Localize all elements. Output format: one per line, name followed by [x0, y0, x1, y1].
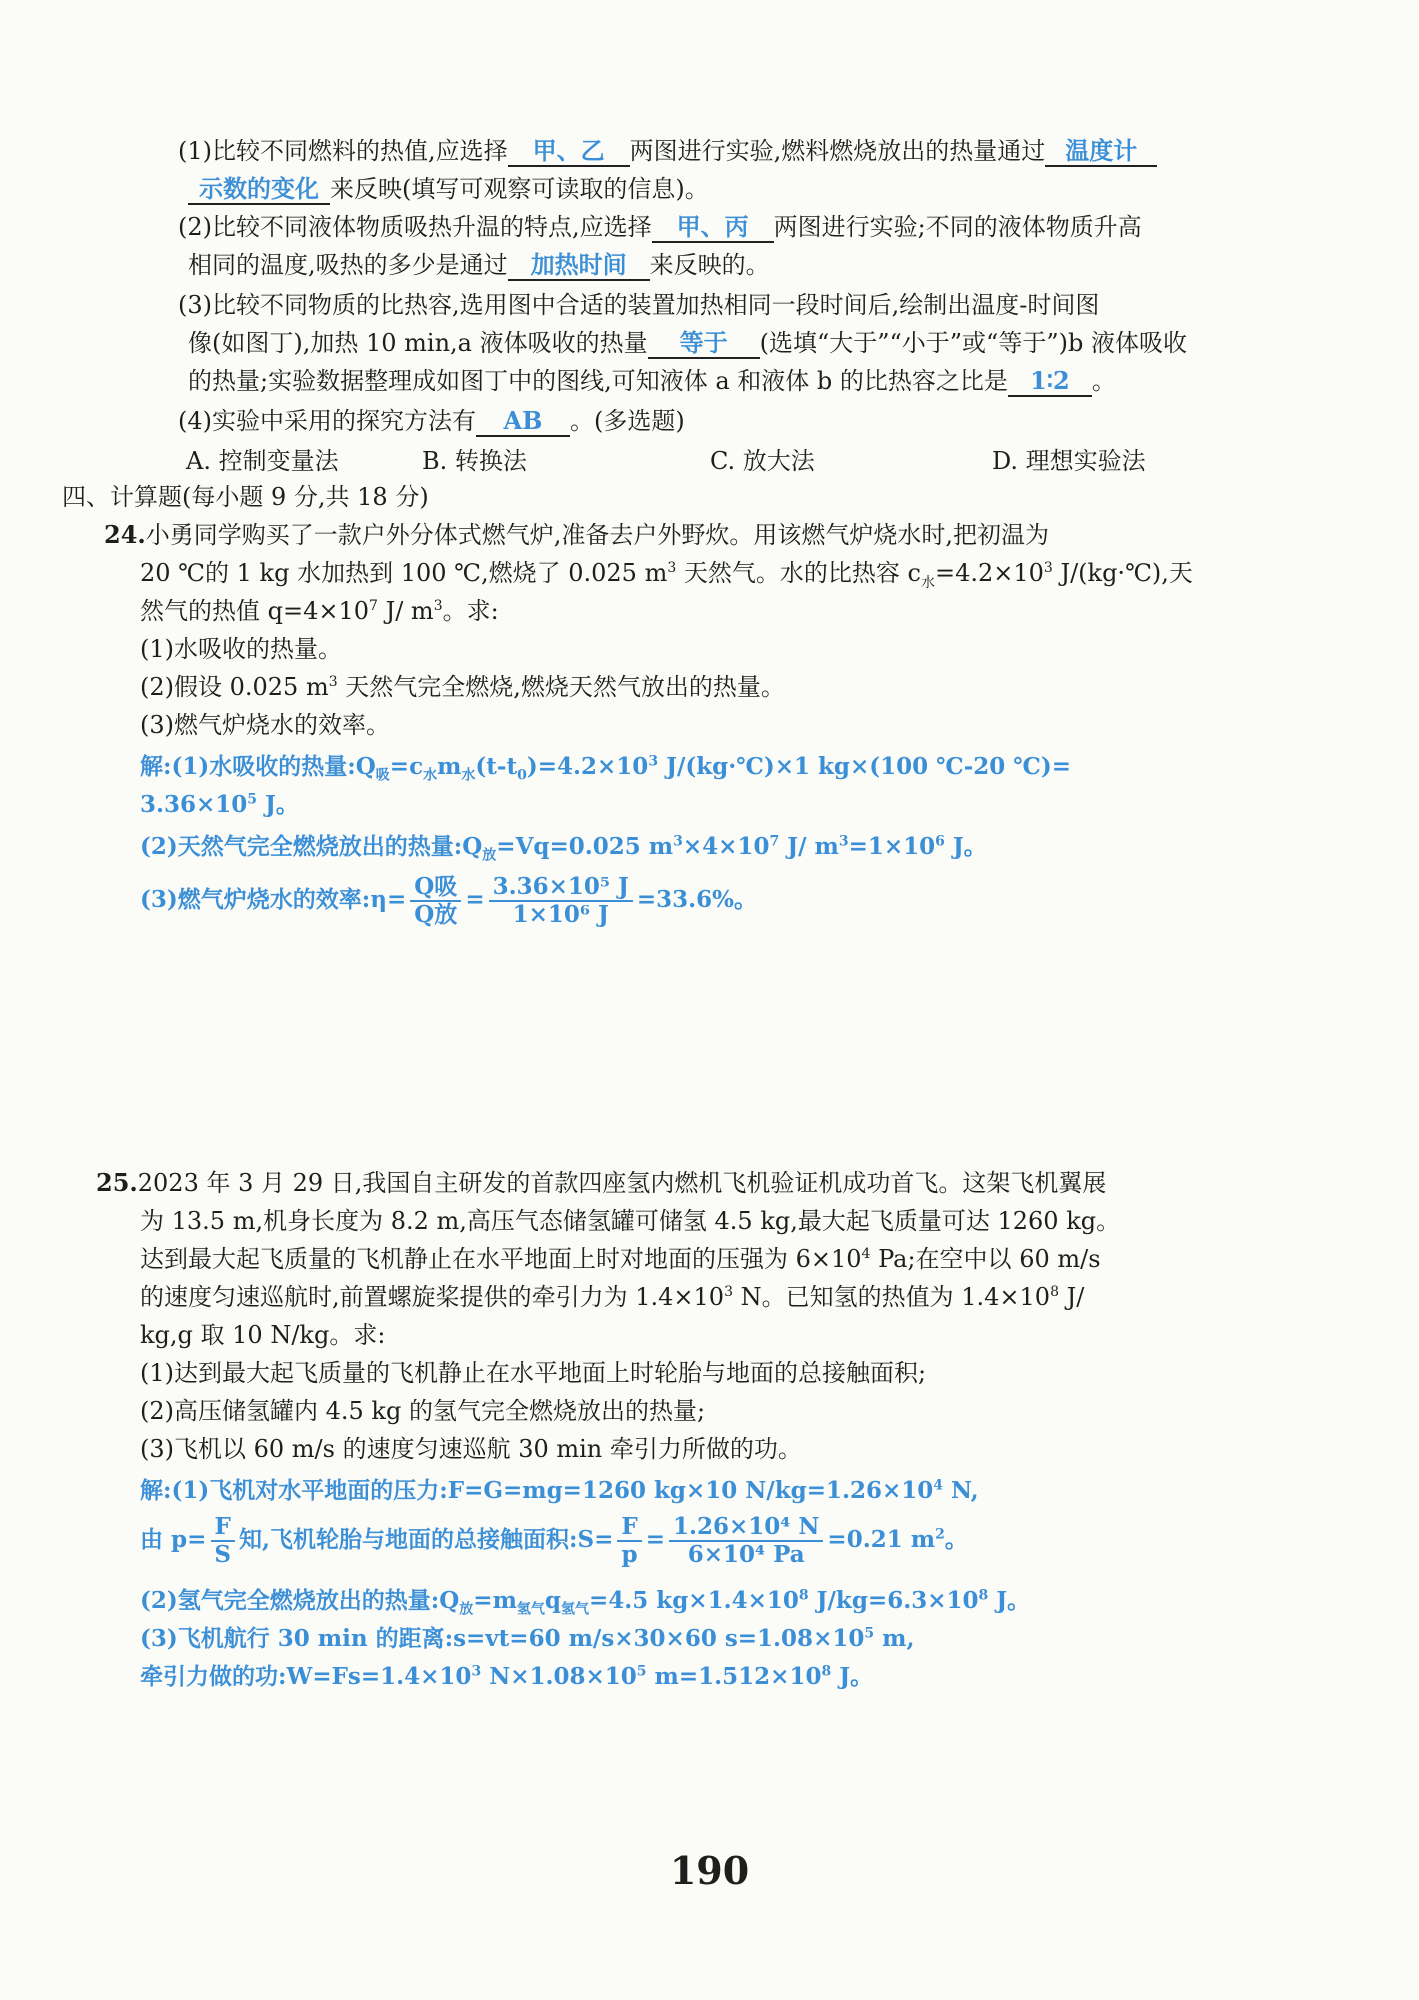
q25-line2: 为 13.5 m,机身长度为 8.2 m,高压气态储氢罐可储氢 4.5 kg,最大起飞质量可达 1260 kg。	[140, 1207, 1121, 1235]
option-a: A. 控制变量法	[186, 447, 339, 475]
q23-part3-line3: 的热量;实验数据整理成如图丁中的图线,可知液体 a 和液体 b 的比热容之比是 1∶2 。	[188, 366, 1116, 395]
q25-sub3: (3)飞机以 60 m/s 的速度匀速巡航 30 min 牵引力所做的功。	[140, 1435, 802, 1463]
answer-blank-liquids: 甲、丙	[652, 213, 774, 243]
page-number: 190	[669, 1848, 750, 1893]
q25-sub1: (1)达到最大起飞质量的飞机静止在水平地面上时轮胎与地面的总接触面积;	[140, 1359, 927, 1387]
q24-line2: 20 ℃的 1 kg 水加热到 100 ℃,燃烧了 0.025 $m^3$ 天然气。水的比热容 $c_水=4.2\times 10^3$ J/(kg·℃),天	[140, 559, 1193, 591]
q23-part2-line1: (2)比较不同液体物质吸热升温的特点,应选择 甲、丙 两图进行实验;不同的液体物质升高	[178, 212, 1142, 241]
q25-sub2: (2)高压储氢罐内 4.5 kg 的氢气完全燃烧放出的热量;	[140, 1397, 706, 1425]
q25-line1: 25.2023 年 3 月 29 日,我国自主研发的首款四座氢内燃机飞机验证机成功首飞。这架飞机翼展	[96, 1168, 1107, 1197]
q23-part4-line: (4)实验中采用的探究方法有 AB 。(多选题)	[178, 406, 685, 435]
answer-blank-equal: 等于	[648, 329, 760, 359]
q25-line3: 达到最大起飞质量的飞机静止在水平地面上时对地面的压强为 $6\times 10^4$ Pa;在空中以 60 m/s	[140, 1245, 1101, 1273]
q23-part3-line1: (3)比较不同物质的比热容,选用图中合适的装置加热相同一段时间后,绘制出温度-时间图	[178, 291, 1100, 319]
answer-blank-fuels: 甲、乙	[508, 137, 630, 167]
question-number: 24.	[104, 520, 146, 549]
answer-blank-methods: AB	[476, 407, 570, 437]
q24-sub3: (3)燃气炉烧水的效率。	[140, 711, 390, 739]
q24-answer-1: 解:(1)水吸收的热量$:Q_吸=c_水m_水(t-t_0)=4.2\times 10^3$ J/(kg·℃)×1 kg×(100 ℃-20 ℃)=	[140, 753, 1072, 784]
q24-answer-1-cont: $3.36\times 10^5$ J。	[140, 791, 299, 818]
fraction-pressure-formula: $\frac{F}{S}$	[210, 1514, 235, 1568]
answer-blank-heating-time: 加热时间	[508, 251, 650, 281]
fraction-heat-ratio: $\frac{\text{Q吸}}{\text{Q放}}$	[410, 874, 461, 928]
section-title: 四、计算题(每小题 9 分,共 18 分)	[62, 483, 429, 511]
fraction-area-values: $\frac{\text{1.26×10⁴ N}}{\text{6×10⁴ Pa}}$	[669, 1514, 823, 1568]
answer-blank-reading-change: 示数的变化	[188, 175, 330, 205]
q23-part2-line2: 相同的温度,吸热的多少是通过 加热时间 来反映的。	[188, 250, 770, 279]
q24-answer-2: (2)天然气完全燃烧放出的热量$:Q_放=Vq=0.025$ $m^3\times 4\times 10^7$ J/ $m^3=1\times 10^6$ J。	[140, 833, 987, 864]
fraction-heat-values: $\frac{\text{3.36×10⁵ J}}{\text{1×10⁶ J}}$	[489, 874, 633, 928]
question-number: 25.	[96, 1168, 138, 1197]
q25-answer-1: 解:(1)飞机对水平地面的压力:F=G=mg=1260 kg×10 $N/kg=1.26\times 10^4$ N,	[140, 1477, 979, 1504]
answer-blank-ratio: 1∶2	[1008, 367, 1092, 397]
q24-sub2: (2)假设 0.025 $m^3$ 天然气完全燃烧,燃烧天然气放出的热量。	[140, 673, 785, 701]
q23-part3-line2: 像(如图丁),加热 10 min,a 液体吸收的热量 等于 (选填“大于”“小于”或“等于”)b 液体吸收	[188, 328, 1187, 357]
option-d: D. 理想实验法	[992, 447, 1146, 475]
q25-answer-3: (3)飞机航行 30 min 的距离:s=vt=60 m/s×30×60 $s=1.08\times 10^5$ m,	[140, 1625, 915, 1652]
q24-sub1: (1)水吸收的热量。	[140, 635, 342, 663]
q25-answer-1-area: 由 p= $\frac{F}{S}$ 知,飞机轮胎与地面的总接触面积:S= $\frac{F}{p}$ = $\frac{\text{1.26×10⁴ N}}{\text{6×10⁴ Pa}}$ =0.21 $m^2$。	[140, 1513, 968, 1568]
q23-part1-line2: 示数的变化 来反映(填写可观察可读取的信息)。	[178, 172, 1279, 206]
q23-options	[186, 444, 1279, 478]
fraction-area-formula: $\frac{F}{p}$	[617, 1514, 641, 1568]
q24-line3: 然气的热值 $q=4\times 10^7$ J/ $m^3$。求:	[140, 597, 499, 625]
q24-line1: 24.小勇同学购买了一款户外分体式燃气炉,准备去户外野炊。用该燃气炉烧水时,把初温为	[104, 520, 1050, 549]
option-b: B. 转换法	[422, 447, 527, 475]
q24-answer-3: (3)燃气炉烧水的效率:η= $\frac{\text{Q吸}}{\text{Q放}}$ = $\frac{\text{3.36×10⁵ J}}{\text{1×10⁶ J}}$ =33.6%。	[140, 873, 758, 928]
q23-part1-line1: (1)比较不同燃料的热值,应选择 甲、乙 两图进行实验,燃料燃烧放出的热量通过 温度计	[178, 134, 1279, 168]
q25-answer-3-work: 牵引力做的功$:W=Fs=1.4\times 10^3$ $N\times 1.08\times 10^5$ $m=1.512\times 10^8$ J。	[140, 1663, 874, 1690]
q25-answer-2: (2)氢气完全燃烧放出的热量$:Q_放=m_{氢气}q_{氢气}=4.5$ $kg\times 1.4\times 10^8$ $J/kg=6.3\times 10^8$ J。	[140, 1587, 1031, 1618]
q25-line4: 的速度匀速巡航时,前置螺旋桨提供的牵引力为 $1.4\times 10^3$ N。已知氢的热值为 $1.4\times 10^8$ J/	[140, 1283, 1085, 1311]
option-c: C. 放大法	[710, 447, 815, 475]
q25-line5: kg,g 取 10 N/kg。求:	[140, 1321, 386, 1349]
answer-blank-thermometer: 温度计	[1045, 137, 1157, 167]
